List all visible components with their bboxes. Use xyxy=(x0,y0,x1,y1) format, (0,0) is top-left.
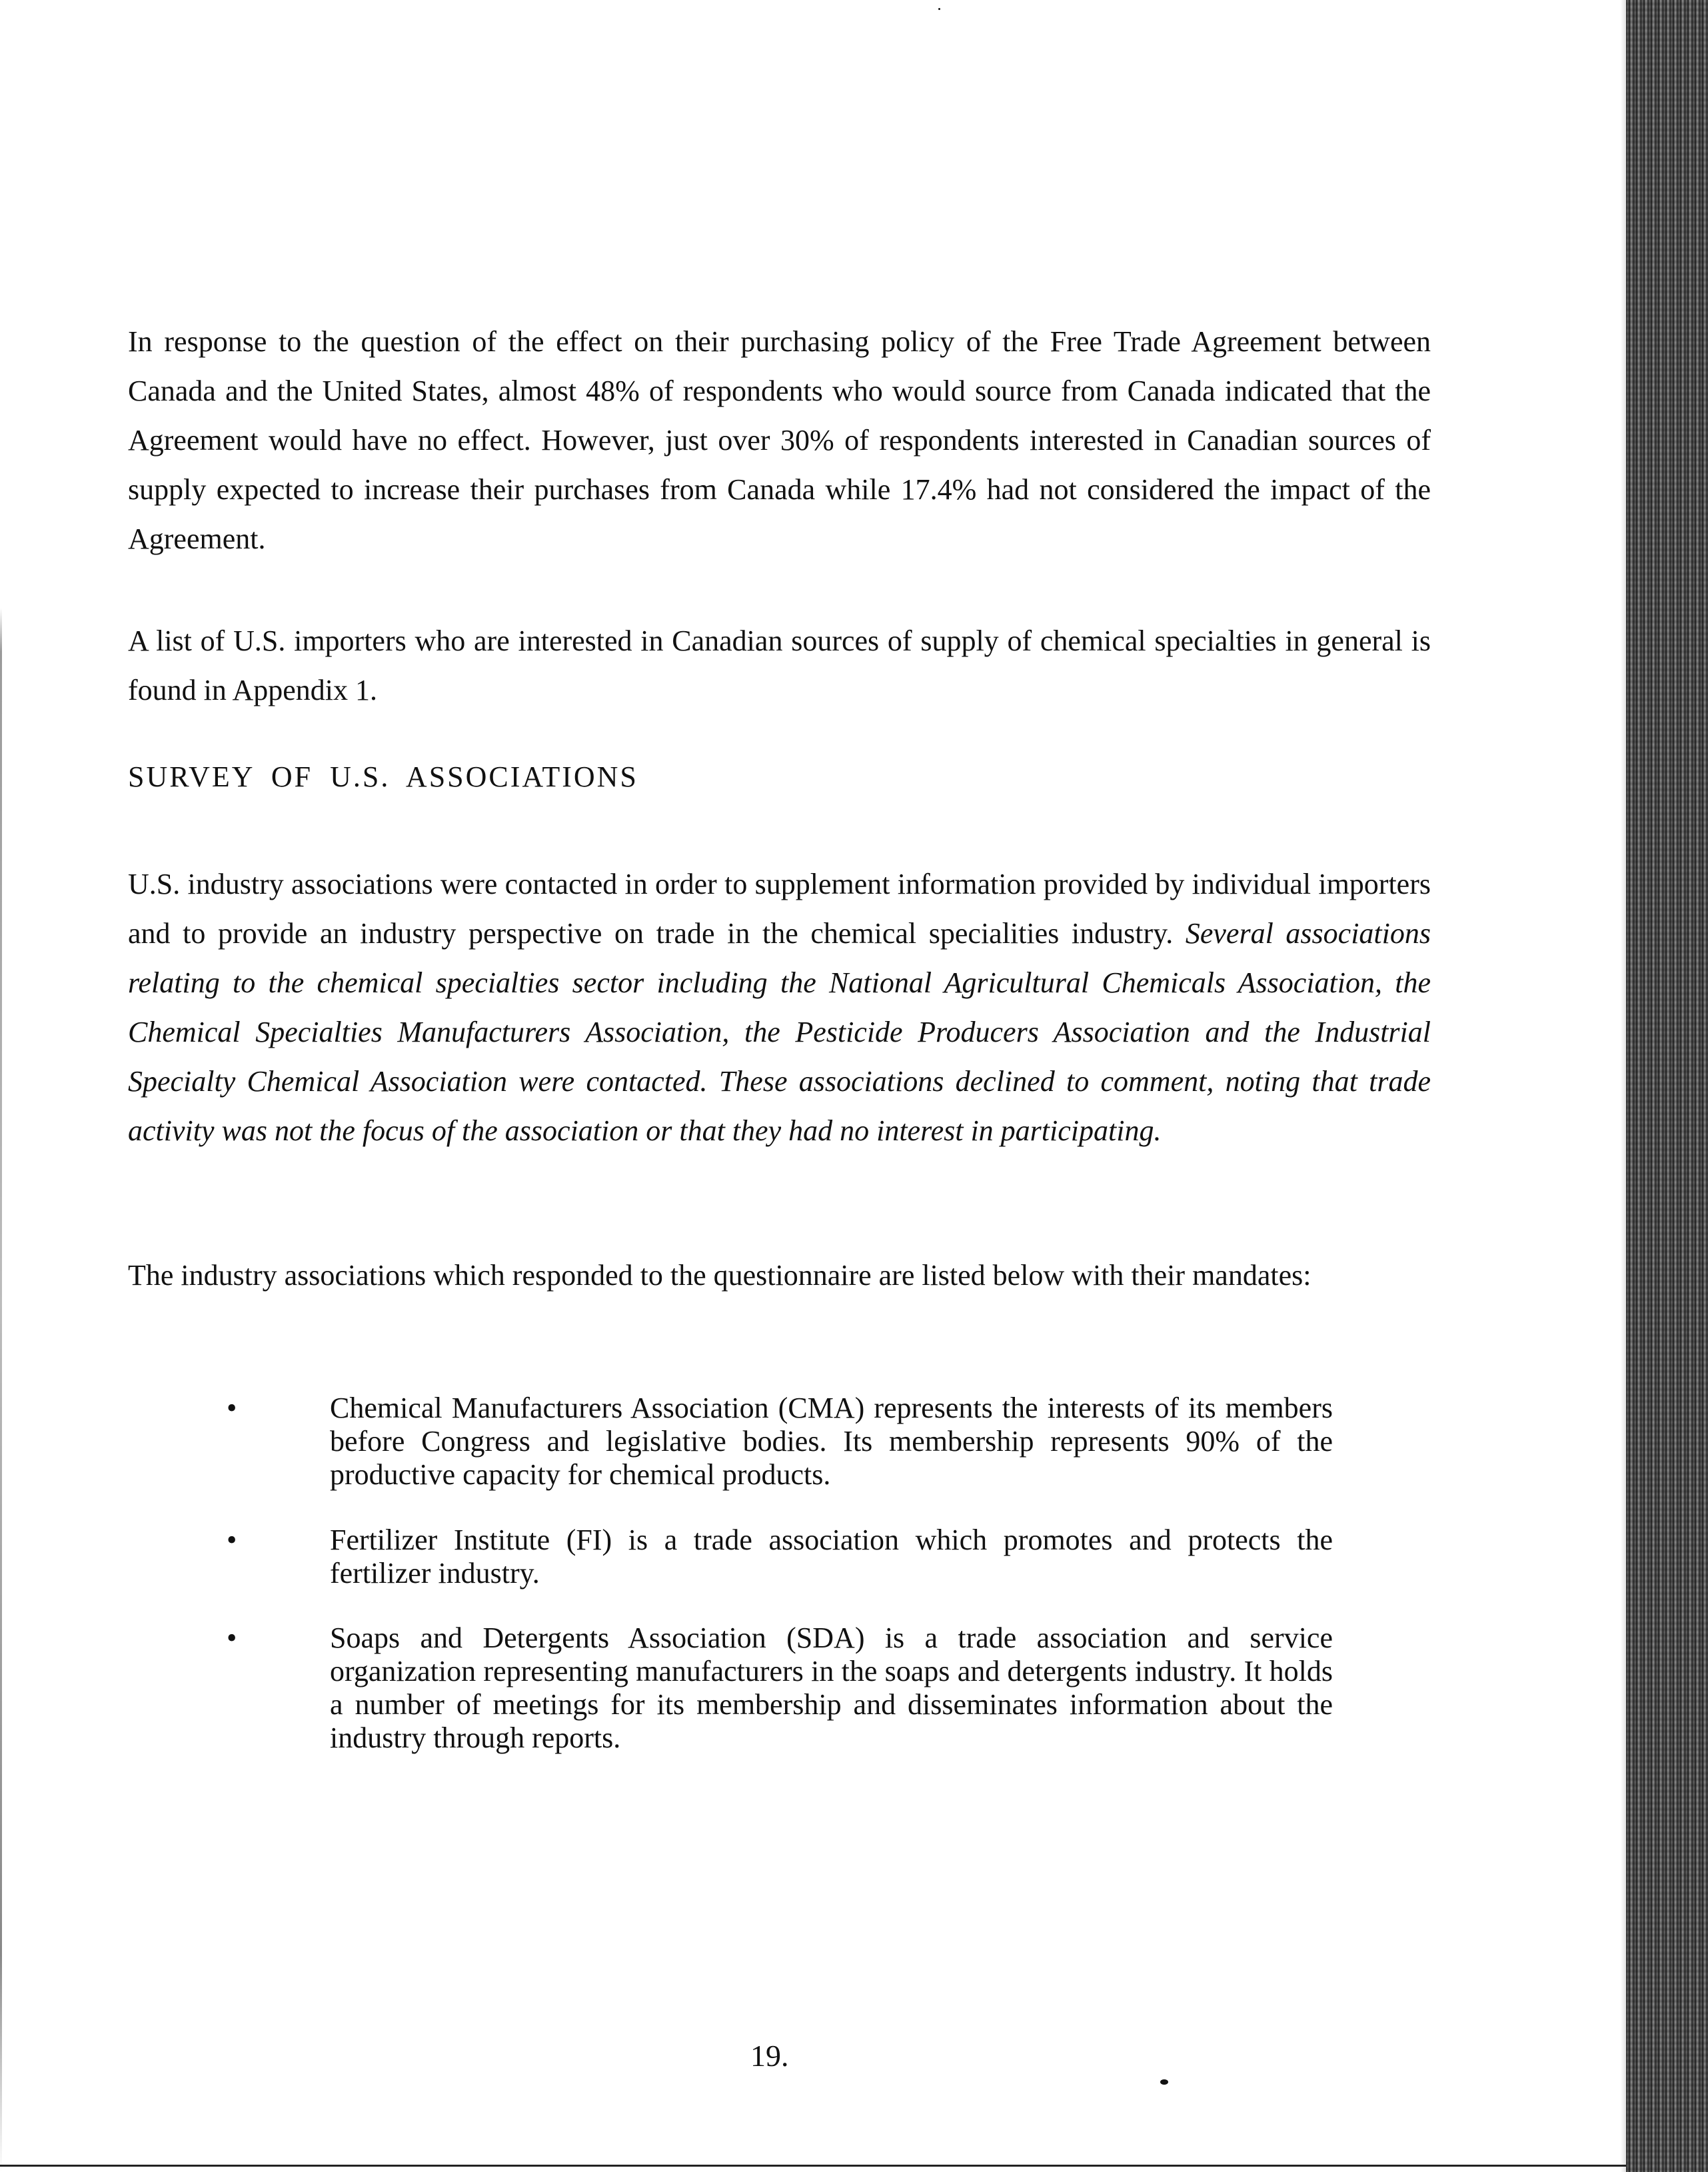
association-list xyxy=(227,1524,1333,1590)
scan-right-edge xyxy=(1626,0,1708,2172)
paragraph-associations-italic: Several associations relating to the chemical specialties sector including the National Agricultural Chemicals Association, the Chemical Specialties Manufacturers Association, the Pesticide Producers Association and the Industrial Specialty Chemical Association were contacted. These associations declined to comment, noting that trade activity was not the focus of the association or that they had no interest in participating. xyxy=(128,917,1431,1147)
bullet-marker: • xyxy=(227,1392,237,1424)
association-list xyxy=(227,1392,1333,1492)
paragraph-associations-contacted xyxy=(128,860,1431,1156)
scan-speck xyxy=(938,8,940,10)
list-item-fi xyxy=(227,1524,1333,1590)
paragraph-free-trade-response: In response to the question of the effect on their purchasing policy of the Free Trade Agreement between Canada and the United States, almost 48% of respondents who would source from Canada indicated that the Agreement would have no effect. However, just over 30% of respondents interested in Canadian sources of supply expected to increase their purchases from Canada while 17.4% had not considered the impact of the Agreement. xyxy=(128,325,1431,555)
paragraph-associations-plain: U.S. industry associations were contacted in order to supplement information provided by individual importers and to provide an industry perspective on trade in the chemical specialities industry. xyxy=(128,868,1431,950)
scan-bottom-edge xyxy=(0,2165,1626,2167)
scan-speck xyxy=(1160,2079,1168,2085)
paragraph-respondents-intro: The industry associations which responded to the questionnaire are listed below with their mandates: xyxy=(128,1259,1311,1292)
list-item-cma xyxy=(227,1392,1333,1492)
section-heading: SURVEY OF U.S. ASSOCIATIONS xyxy=(128,760,638,793)
bullet-marker: • xyxy=(227,1622,237,1654)
list-item-text: Chemical Manufacturers Association (CMA) represents the interests of its members before Congress and legislative bodies. Its membership represents 90% of the productive capacity for chemical products. xyxy=(330,1392,1333,1491)
association-list xyxy=(227,1622,1333,1755)
list-item-sda xyxy=(227,1622,1333,1755)
page-number: 19. xyxy=(750,2039,789,2073)
list-item-text: Soaps and Detergents Association (SDA) is a trade association and service organization representing manufacturers in the soaps and detergents industry. It holds a number of meetings for its membership and disseminates information about the industry through reports. xyxy=(330,1622,1333,1754)
scan-left-edge xyxy=(0,0,2,2172)
list-item-text: Fertilizer Institute (FI) is a trade association which promotes and protects the fertilizer industry. xyxy=(330,1524,1333,1590)
paragraph-importers-list: A list of U.S. importers who are interested in Canadian sources of supply of chemical specialties in general is found in Appendix 1. xyxy=(128,624,1431,706)
bullet-marker: • xyxy=(227,1524,237,1556)
